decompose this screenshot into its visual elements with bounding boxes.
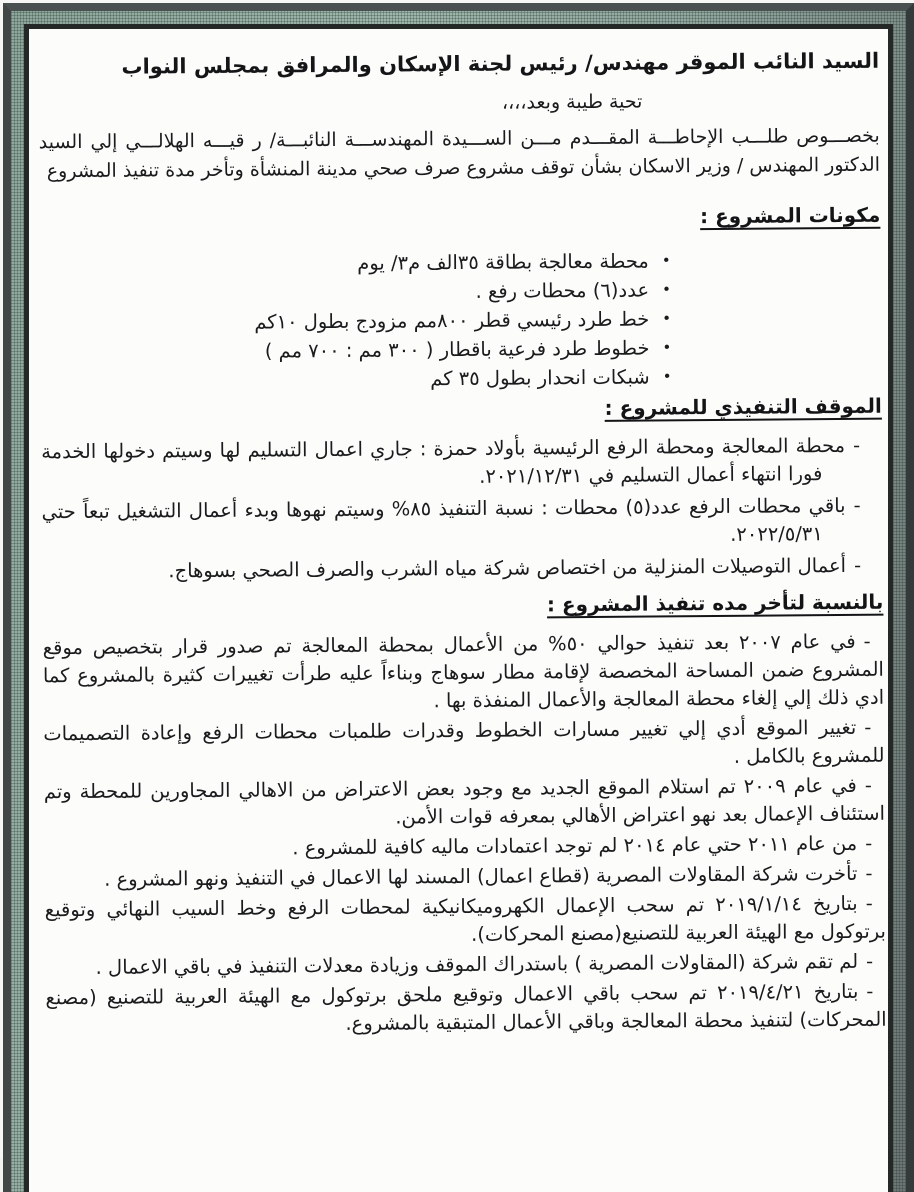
greeting-line: تحية طيبة وبعد،،،،	[501, 90, 643, 114]
components-heading: مكونات المشروع :	[699, 202, 881, 229]
status-list	[41, 432, 883, 587]
dash-marker: -	[864, 773, 872, 797]
dash-marker: -	[852, 433, 861, 457]
list-item	[45, 890, 886, 953]
dash-marker: -	[853, 553, 862, 577]
list-item-text: بتاريخ ٢٠١٩/١/١٤ تم سحب الإعمال الكهروميكانيكية لمحطات الرفع وخط السيب النهائي وتوقيع برتوكول مع الهيئة العربية للتصنيع(مصنع المحركات).	[44, 891, 887, 946]
list-item-text: في عام ٢٠٠٧ بعد تنفيذ حوالي ٥٠% من الأعمال بمحطة المعالجة تم صدور قرار بتخصيص موقع المشروع ضمن المساحة المخصصة لإقامة مطار سوهاج وبناءاً عليه طرأت تغييرات كثيرة بالمشروع كما ادي ذلك إلي إلغاء محطة المعالجة والأعمال المنفذة بها .	[42, 629, 885, 713]
list-item-text: عدد(٦) محطات رفع .	[475, 278, 650, 303]
list-item	[45, 978, 886, 1041]
list-item-text: لم تقم شركة (المقاولات المصرية ) باستدراك الموقف وزيادة معدلات التنفيذ في باقي الاعمال .	[95, 949, 859, 979]
list-item	[44, 830, 885, 865]
list-item-text: محطة المعالجة ومحطة الرفع الرئيسية بأولاد حمزة : جاري اعمال التسليم لها وسيتم دخولها الخدمة فورا انتهاء أعمال التسليم في ٢٠٢١/١٢/٣١.	[41, 433, 846, 488]
list-item	[43, 714, 884, 777]
dash-marker: -	[865, 861, 873, 885]
dash-marker: -	[865, 891, 873, 915]
delay-heading: بالنسبة لتأخر مده تنفيذ المشروع :	[546, 589, 884, 617]
dash-marker: -	[864, 715, 872, 739]
list-item-text: في عام ٢٠٠٩ تم استلام الموقع الجديد مع وجود بعض الاعتراض من الاهالي المجاورين للمحطة وتم استئناف الإعمال بعد نهو اعتراض الأهالي بمعرفه قوات الأمن.	[43, 773, 886, 829]
dash-marker: -	[853, 493, 861, 517]
list-item-text: شبكات انحدار بطول ٣٥ كم	[430, 365, 650, 391]
list-item-text: من عام ٢٠١١ حتي عام ٢٠١٤ لم توجد اعتمادات ماليه كافية للمشروع .	[292, 831, 858, 860]
intro-paragraph: بخصـــوص طلـــب الإحاطـــة المقـــدم مـــن الســـيدة المهندســـة النائبـــة/ ر قيـــه الهلالـــي إلي السيد الدكتور المهندس / وزير الاسكان بشأن توقف مشروع صرف صحي مدينة المنشأة وتأخر مدة تنفيذ المشروع	[38, 124, 881, 182]
delay-list	[43, 628, 887, 1041]
list-item	[45, 948, 886, 983]
list-item	[40, 361, 881, 397]
list-item	[44, 860, 885, 895]
list-item-text: محطة معالجة بطاقة ٣٥الف م٣/ يوم	[357, 249, 649, 275]
decorative-frame	[3, 3, 914, 1192]
status-heading: الموقف التنفيذي للمشروع :	[604, 393, 882, 420]
list-item-text: تغيير الموقع أدي إلي تغيير مسارات الخطوط وقدرات طلمبات محطات الرفع وإعادة التصميمات للمشروع بالكامل .	[43, 715, 885, 768]
components-list	[40, 245, 882, 397]
list-item	[42, 552, 883, 587]
list-item	[43, 628, 885, 719]
dash-marker: -	[866, 949, 874, 973]
letter-title: السيد النائب الموقر مهندس/ رئيس لجنة الإسكان والمرافق بمجلس النواب	[121, 48, 880, 79]
list-item-text: بتاريخ ٢٠١٩/٤/٢١ تم سحب باقي الاعمال وتوقيع ملحق برتوكول مع الهيئة العربية للتصنيع (مصنع المحركات) لتنفيذ محطة المعالجة وباقي الأعمال المتبقية بالمشروع.	[45, 979, 887, 1035]
bullet-icon: •	[662, 367, 672, 386]
bullet-icon: •	[662, 338, 672, 357]
dash-marker: -	[866, 979, 874, 1003]
list-item-text: خط طرد رئيسي قطر ٨٠٠مم مزودج بطول ١٠كم	[254, 307, 650, 334]
letter-content	[38, 46, 887, 1043]
list-item	[42, 492, 883, 555]
paper	[24, 24, 893, 1192]
bullet-icon: •	[662, 309, 672, 328]
list-item	[41, 432, 882, 495]
list-item	[44, 772, 885, 835]
dash-marker: -	[863, 629, 871, 653]
dash-marker: -	[865, 831, 873, 855]
list-item-text: باقي محطات الرفع عدد(٥) محطات : نسبة التنفيذ ٨٥% وسيتم نهوها وبدء أعمال التشغيل تبعاً حتي ٢٠٢٢/٥/٣١.	[41, 493, 846, 546]
bullet-icon: •	[661, 251, 671, 270]
list-item-text: تأخرت شركة المقاولات المصرية (قطاع اعمال) المسند لها الاعمال في التنفيذ ونهو المشروع .	[104, 861, 858, 891]
list-item-text: أعمال التوصيلات المنزلية من اختصاص شركة مياه الشرب والصرف الصحي بسوهاج.	[168, 553, 847, 583]
list-item-text: خطوط طرد فرعية باقطار ( ٣٠٠ مم : ٧٠٠ مم )	[264, 336, 650, 363]
bullet-icon: •	[661, 280, 671, 299]
